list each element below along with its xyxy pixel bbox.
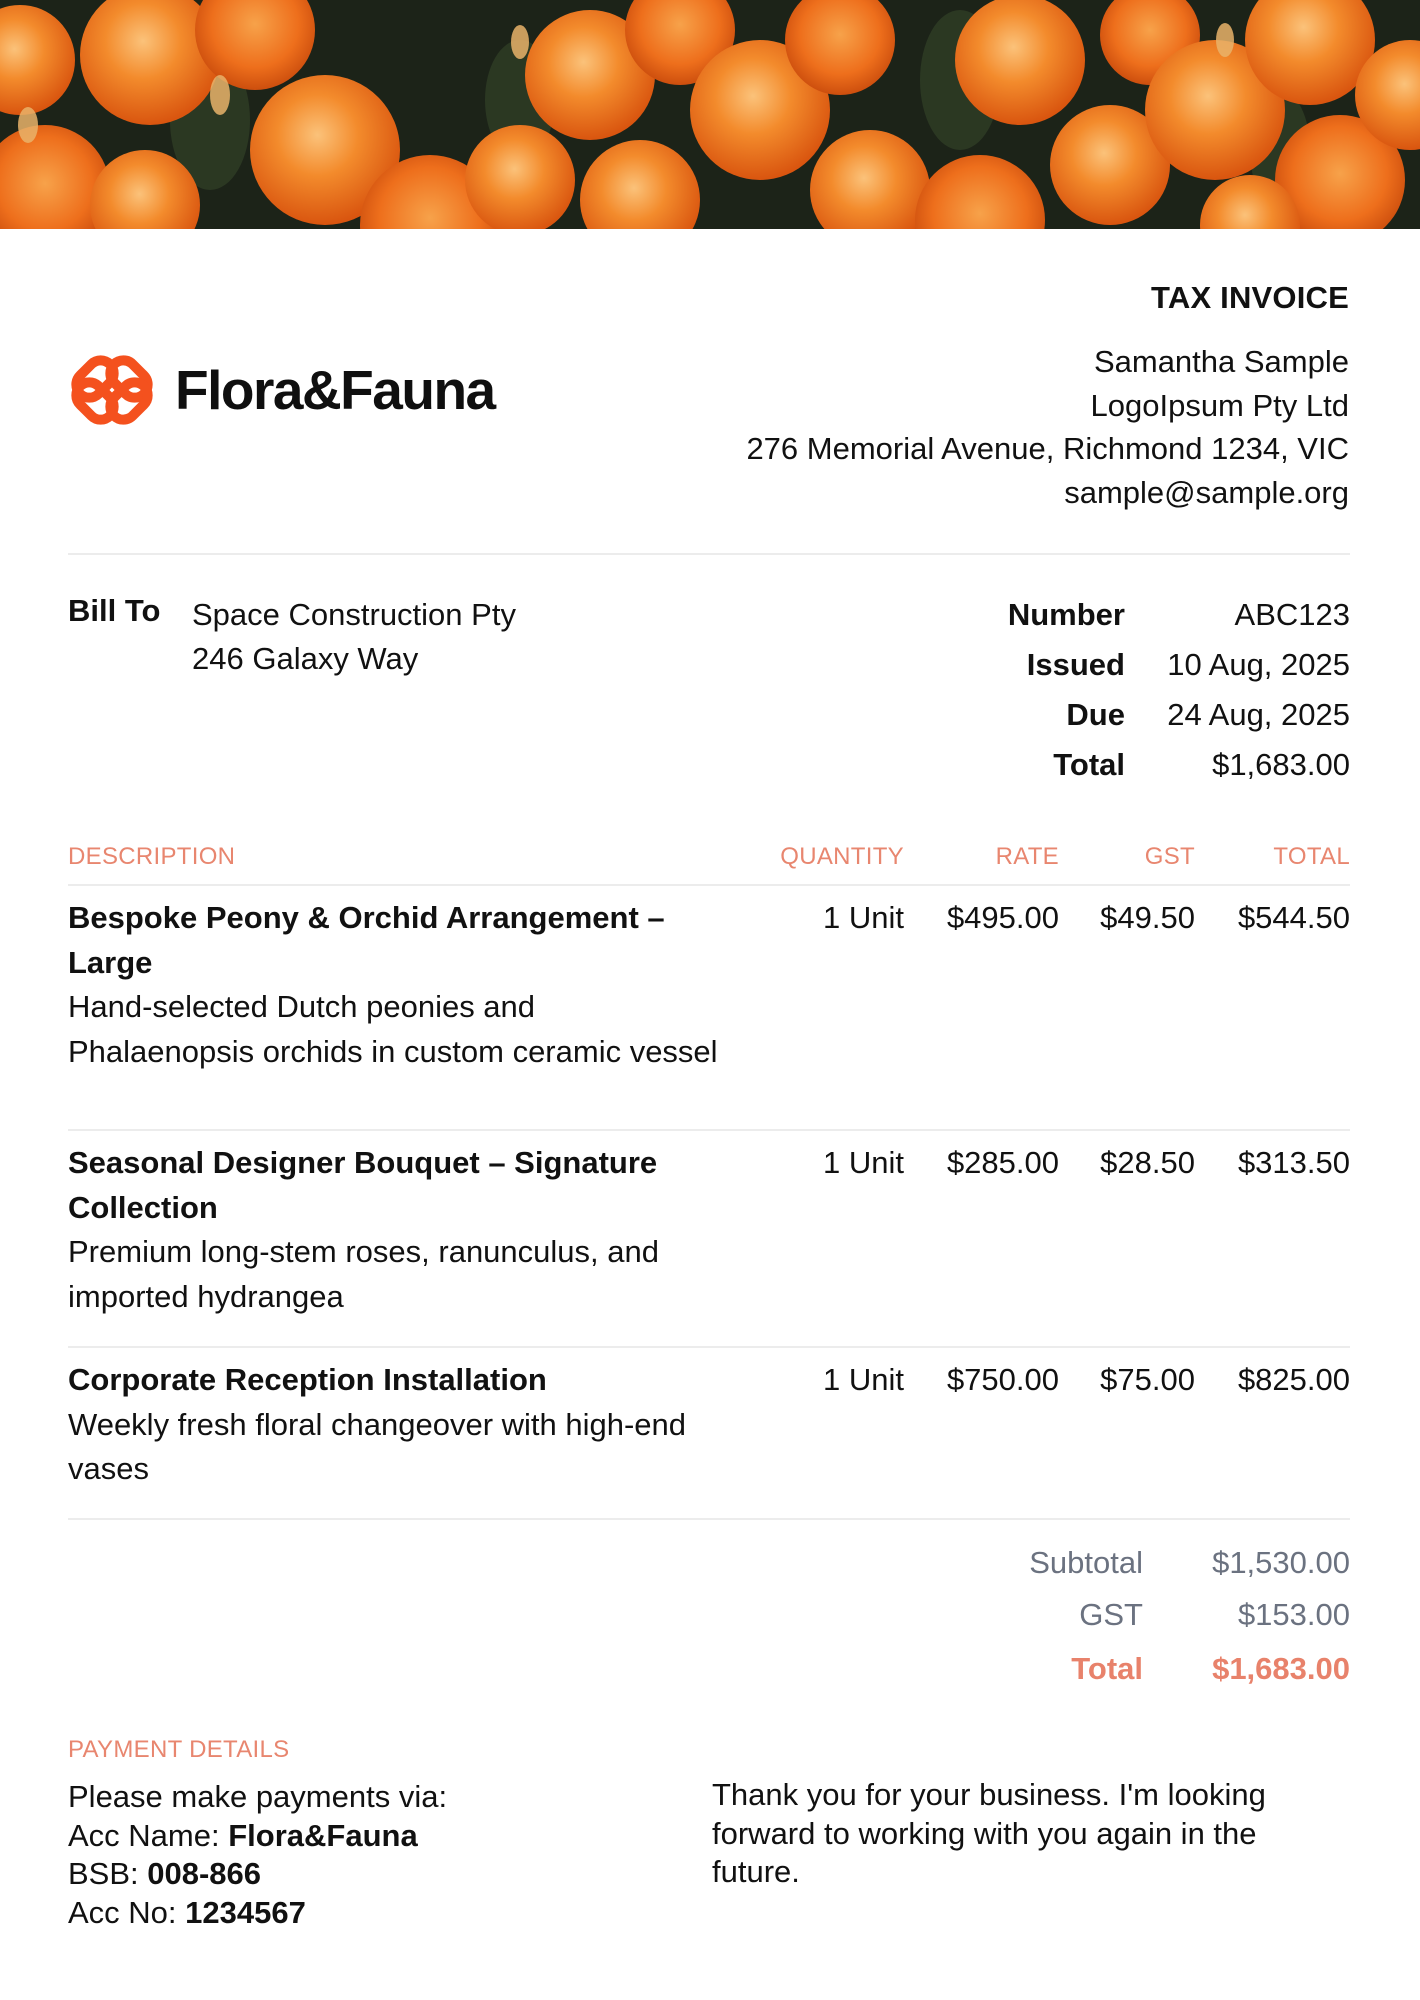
item-total: $313.50 <box>1237 1145 1350 1180</box>
line-items-table <box>68 830 1350 1520</box>
flower-logo-icon <box>67 345 157 435</box>
invoice-meta <box>940 590 1350 790</box>
meta-row-total <box>940 740 1350 790</box>
item-title: Seasonal Designer Bouquet – Signature Collection <box>68 1145 658 1225</box>
sender-address: 276 Memorial Avenue, Richmond 1234, VIC <box>746 431 1349 466</box>
column-rate: RATE <box>995 843 1059 870</box>
item-quantity: 1 Unit <box>823 1362 904 1397</box>
column-description: DESCRIPTION <box>68 843 236 870</box>
table-row <box>68 1348 1350 1520</box>
meta-label: Due <box>1066 697 1125 732</box>
bsb-label: BSB: <box>68 1856 148 1891</box>
payment-details <box>68 1778 447 1932</box>
item-quantity: 1 Unit <box>823 1145 904 1180</box>
issued-date: 10 Aug, 2025 <box>1167 647 1350 682</box>
item-description-cell <box>68 896 764 1129</box>
subtotal-row <box>940 1537 1350 1589</box>
column-gst: GST <box>1144 843 1195 870</box>
bill-to-company: Space Construction Pty <box>192 597 516 632</box>
due-date: 24 Aug, 2025 <box>1167 697 1350 732</box>
sender-address-block <box>746 340 1349 514</box>
item-description: Premium long-stem roses, ranunculus, and imported hydrangea <box>68 1234 659 1314</box>
item-total: $544.50 <box>1237 900 1350 935</box>
table-row <box>68 886 1350 1131</box>
gst-value: $153.00 <box>1237 1597 1350 1632</box>
invoice-number: ABC123 <box>1234 597 1350 632</box>
table-header <box>68 830 1350 886</box>
payment-details-heading: PAYMENT DETAILS <box>68 1736 290 1763</box>
item-title: Corporate Reception Installation <box>68 1362 547 1397</box>
item-title: Bespoke Peony & Orchid Arrangement – Large <box>68 900 665 980</box>
bsb-value: 008-866 <box>147 1856 262 1891</box>
sender-email: sample@sample.org <box>1064 474 1349 510</box>
sender-name: Samantha Sample <box>1093 344 1349 379</box>
header-divider <box>68 553 1350 555</box>
meta-label: Issued <box>1026 647 1125 682</box>
totals-summary <box>940 1537 1350 1697</box>
item-gst: $28.50 <box>1100 1145 1195 1180</box>
item-rate: $495.00 <box>946 900 1059 935</box>
meta-row-number <box>940 590 1350 640</box>
item-description-cell <box>68 1141 764 1346</box>
column-quantity: QUANTITY <box>780 843 904 870</box>
meta-label: Total <box>1053 747 1125 782</box>
account-name-label: Acc Name: <box>68 1817 229 1853</box>
column-total: TOTAL <box>1273 843 1350 870</box>
bill-to-street: 246 Galaxy Way <box>192 640 419 676</box>
payment-intro: Please make payments via: <box>68 1779 448 1814</box>
account-number-line <box>68 1894 447 1933</box>
bsb-line <box>68 1855 447 1894</box>
invoice-total: $1,683.00 <box>1212 747 1350 782</box>
item-description-cell <box>68 1358 764 1518</box>
grand-total-row <box>940 1641 1350 1697</box>
meta-row-issued <box>940 640 1350 690</box>
item-quantity: 1 Unit <box>823 900 904 935</box>
bill-to-address <box>192 593 516 680</box>
subtotal-value: $1,530.00 <box>1212 1545 1350 1580</box>
account-number-label: Acc No: <box>68 1894 186 1930</box>
brand-logo <box>67 345 495 435</box>
item-gst: $75.00 <box>1100 1362 1195 1397</box>
bill-to-label: Bill To <box>68 593 161 628</box>
account-name-line <box>68 1817 447 1856</box>
document-type-title: TAX INVOICE <box>1151 280 1349 315</box>
banner-image <box>0 0 1420 229</box>
subtotal-label: Subtotal <box>1029 1545 1143 1580</box>
account-number-value: 1234567 <box>185 1894 306 1930</box>
thank-you-note: Thank you for your business. I'm looking forward to working with you again in the future. <box>712 1777 1266 1889</box>
item-rate: $285.00 <box>946 1145 1059 1180</box>
gst-label: GST <box>1079 1597 1143 1632</box>
grand-total-label: Total <box>1071 1651 1143 1686</box>
grand-total-value: $1,683.00 <box>1212 1651 1350 1686</box>
table-row <box>68 1131 1350 1348</box>
meta-row-due <box>940 690 1350 740</box>
gst-row <box>940 1589 1350 1641</box>
sender-company: LogoIpsum Pty Ltd <box>1090 387 1349 423</box>
item-gst: $49.50 <box>1100 900 1195 935</box>
account-name-value: Flora&Fauna <box>228 1817 418 1853</box>
item-description: Hand-selected Dutch peonies and Phalaenopsis orchids in custom ceramic vessel <box>68 989 718 1069</box>
item-total: $825.00 <box>1237 1362 1350 1397</box>
marigold-photo <box>0 0 1420 229</box>
meta-label: Number <box>1007 597 1125 632</box>
item-rate: $750.00 <box>946 1362 1059 1397</box>
brand-name: Flora&Fauna <box>175 359 495 421</box>
item-description: Weekly fresh floral changeover with high-end vases <box>68 1406 687 1486</box>
